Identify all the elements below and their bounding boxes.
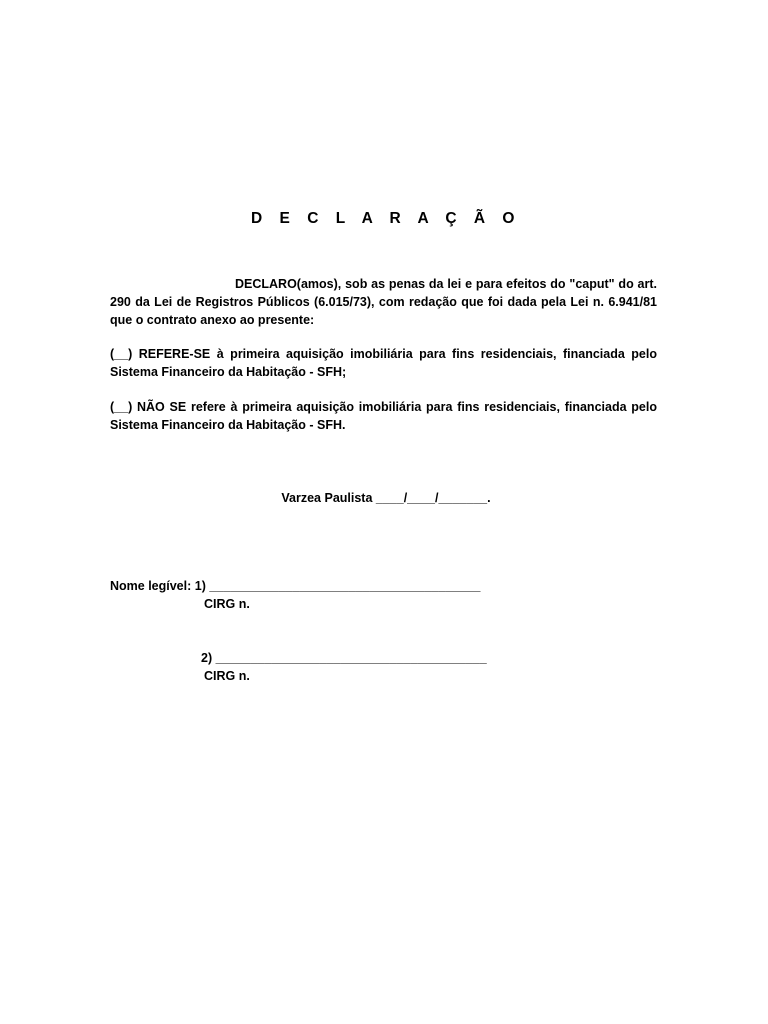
signature-line-1: Nome legível: 1) _______________________________________ [110,579,481,593]
document-title: D E C L A R A Ç Ã O [251,210,521,227]
signature-line-2: 2) _______________________________________ [201,651,487,665]
declaration-paragraph: DECLARO(amos), sob as penas da lei e para efeitos do "caput" do art. 290 da Lei de Registros Públicos (6.015/73), com redação que foi dada pela Lei n. 6.941/81 que o contrato anexo ao presente: [110,277,657,327]
date-line: Varzea Paulista ____/____/_______. [281,491,491,505]
option-nao-se-refere: (__) NÃO SE refere à primeira aquisição imobiliária para fins residenciais, financiada pelo Sistema Financeiro da Habitação - SFH. [110,400,657,432]
cirg-label-2: CIRG n. [204,669,250,683]
cirg-label-1: CIRG n. [204,597,250,611]
option-refere-se: (__) REFERE-SE à primeira aquisição imobiliária para fins residenciais, financiada pelo Sistema Financeiro da Habitação - SFH; [110,347,657,379]
